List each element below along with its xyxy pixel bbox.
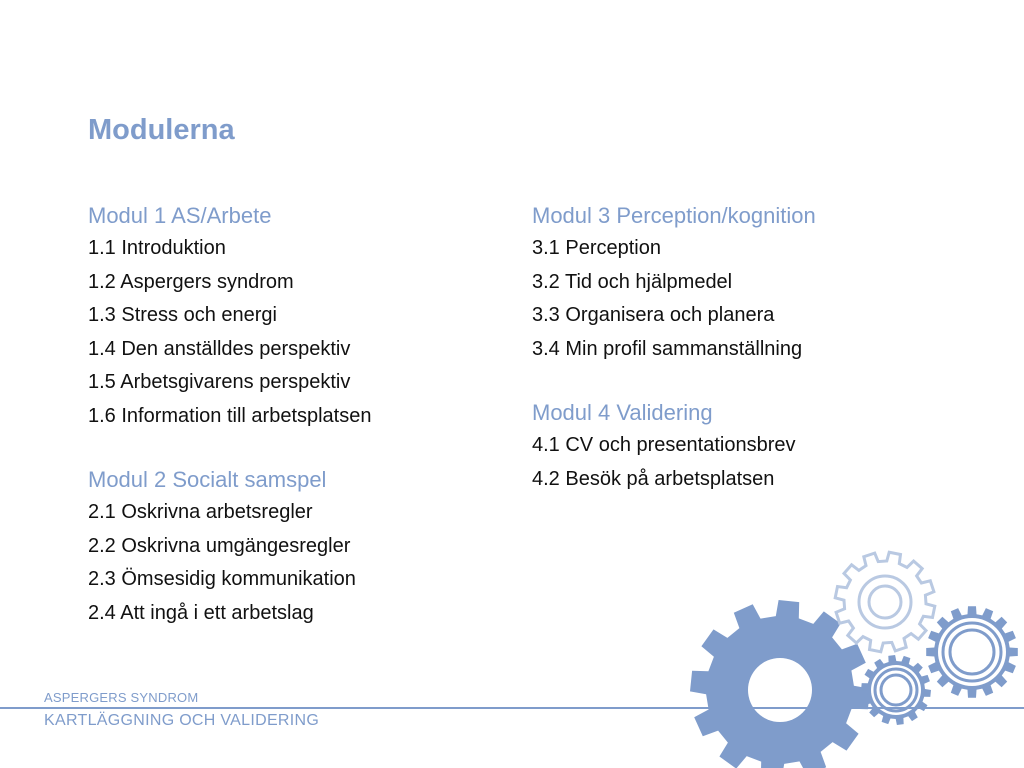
right-gear-face [938, 618, 1006, 686]
right-gear-icon [926, 606, 1018, 698]
left-column [88, 200, 508, 661]
large-gear-hole [748, 658, 812, 722]
small-gear-ring [875, 669, 917, 711]
footer-bottom-label: KARTLÄGGNING OCH VALIDERING [44, 712, 320, 729]
module-3-heading: Modul 3 Perception/kognition [532, 203, 816, 228]
slide-title: Modulerna [88, 114, 235, 146]
module-4-heading: Modul 4 Validering [532, 400, 713, 425]
module-1-heading: Modul 1 AS/Arbete [88, 203, 272, 228]
large-gear-icon [690, 600, 870, 768]
module-4 [532, 397, 992, 496]
module-1-item: 1.3 Stress och energi [88, 304, 277, 326]
module-1 [88, 200, 508, 433]
module-1-item: 1.1 Introduktion [88, 237, 226, 259]
module-1-item: 1.6 Information till arbetsplatsen [88, 404, 372, 427]
module-3-item: 3.2 Tid och hjälpmedel [532, 270, 733, 293]
right-gear-ring [943, 623, 1001, 681]
footer-divider [0, 707, 1024, 709]
small-gear-ring-inner [881, 675, 911, 705]
module-2 [88, 464, 508, 630]
right-column [532, 200, 992, 527]
outline-gear-ring [859, 576, 911, 628]
footer-top-label: ASPERGERS SYNDROM [44, 690, 199, 705]
module-2-heading: Modul 2 Socialt samspel [88, 467, 327, 492]
module-3 [532, 200, 992, 366]
outline-gear-icon [835, 552, 935, 652]
module-1-item: 1.5 Arbetsgivarens perspektiv [88, 371, 351, 393]
outline-gear-ring-inner [869, 586, 901, 618]
module-3-item: 3.1 Perception [532, 237, 661, 259]
module-4-item: 4.2 Besök på arbetsplatsen [532, 467, 775, 490]
small-gear-icon [861, 655, 931, 725]
module-3-item: 3.3 Organisera och planera [532, 304, 775, 326]
module-2-item: 2.3 Ömsesidig kommunikation [88, 568, 356, 590]
module-2-item: 2.4 Att ingå i ett arbetslag [88, 601, 314, 624]
module-4-item: 4.1 CV och presentationsbrev [532, 434, 796, 456]
module-1-item: 1.2 Aspergers syndrom [88, 270, 294, 293]
module-2-item: 2.1 Oskrivna arbetsregler [88, 501, 313, 523]
module-1-item: 1.4 Den anställdes perspektiv [88, 337, 351, 360]
module-2-item: 2.2 Oskrivna umgängesregler [88, 534, 351, 557]
module-3-item: 3.4 Min profil sammanställning [532, 337, 803, 360]
right-gear-ring-inner [950, 630, 994, 674]
